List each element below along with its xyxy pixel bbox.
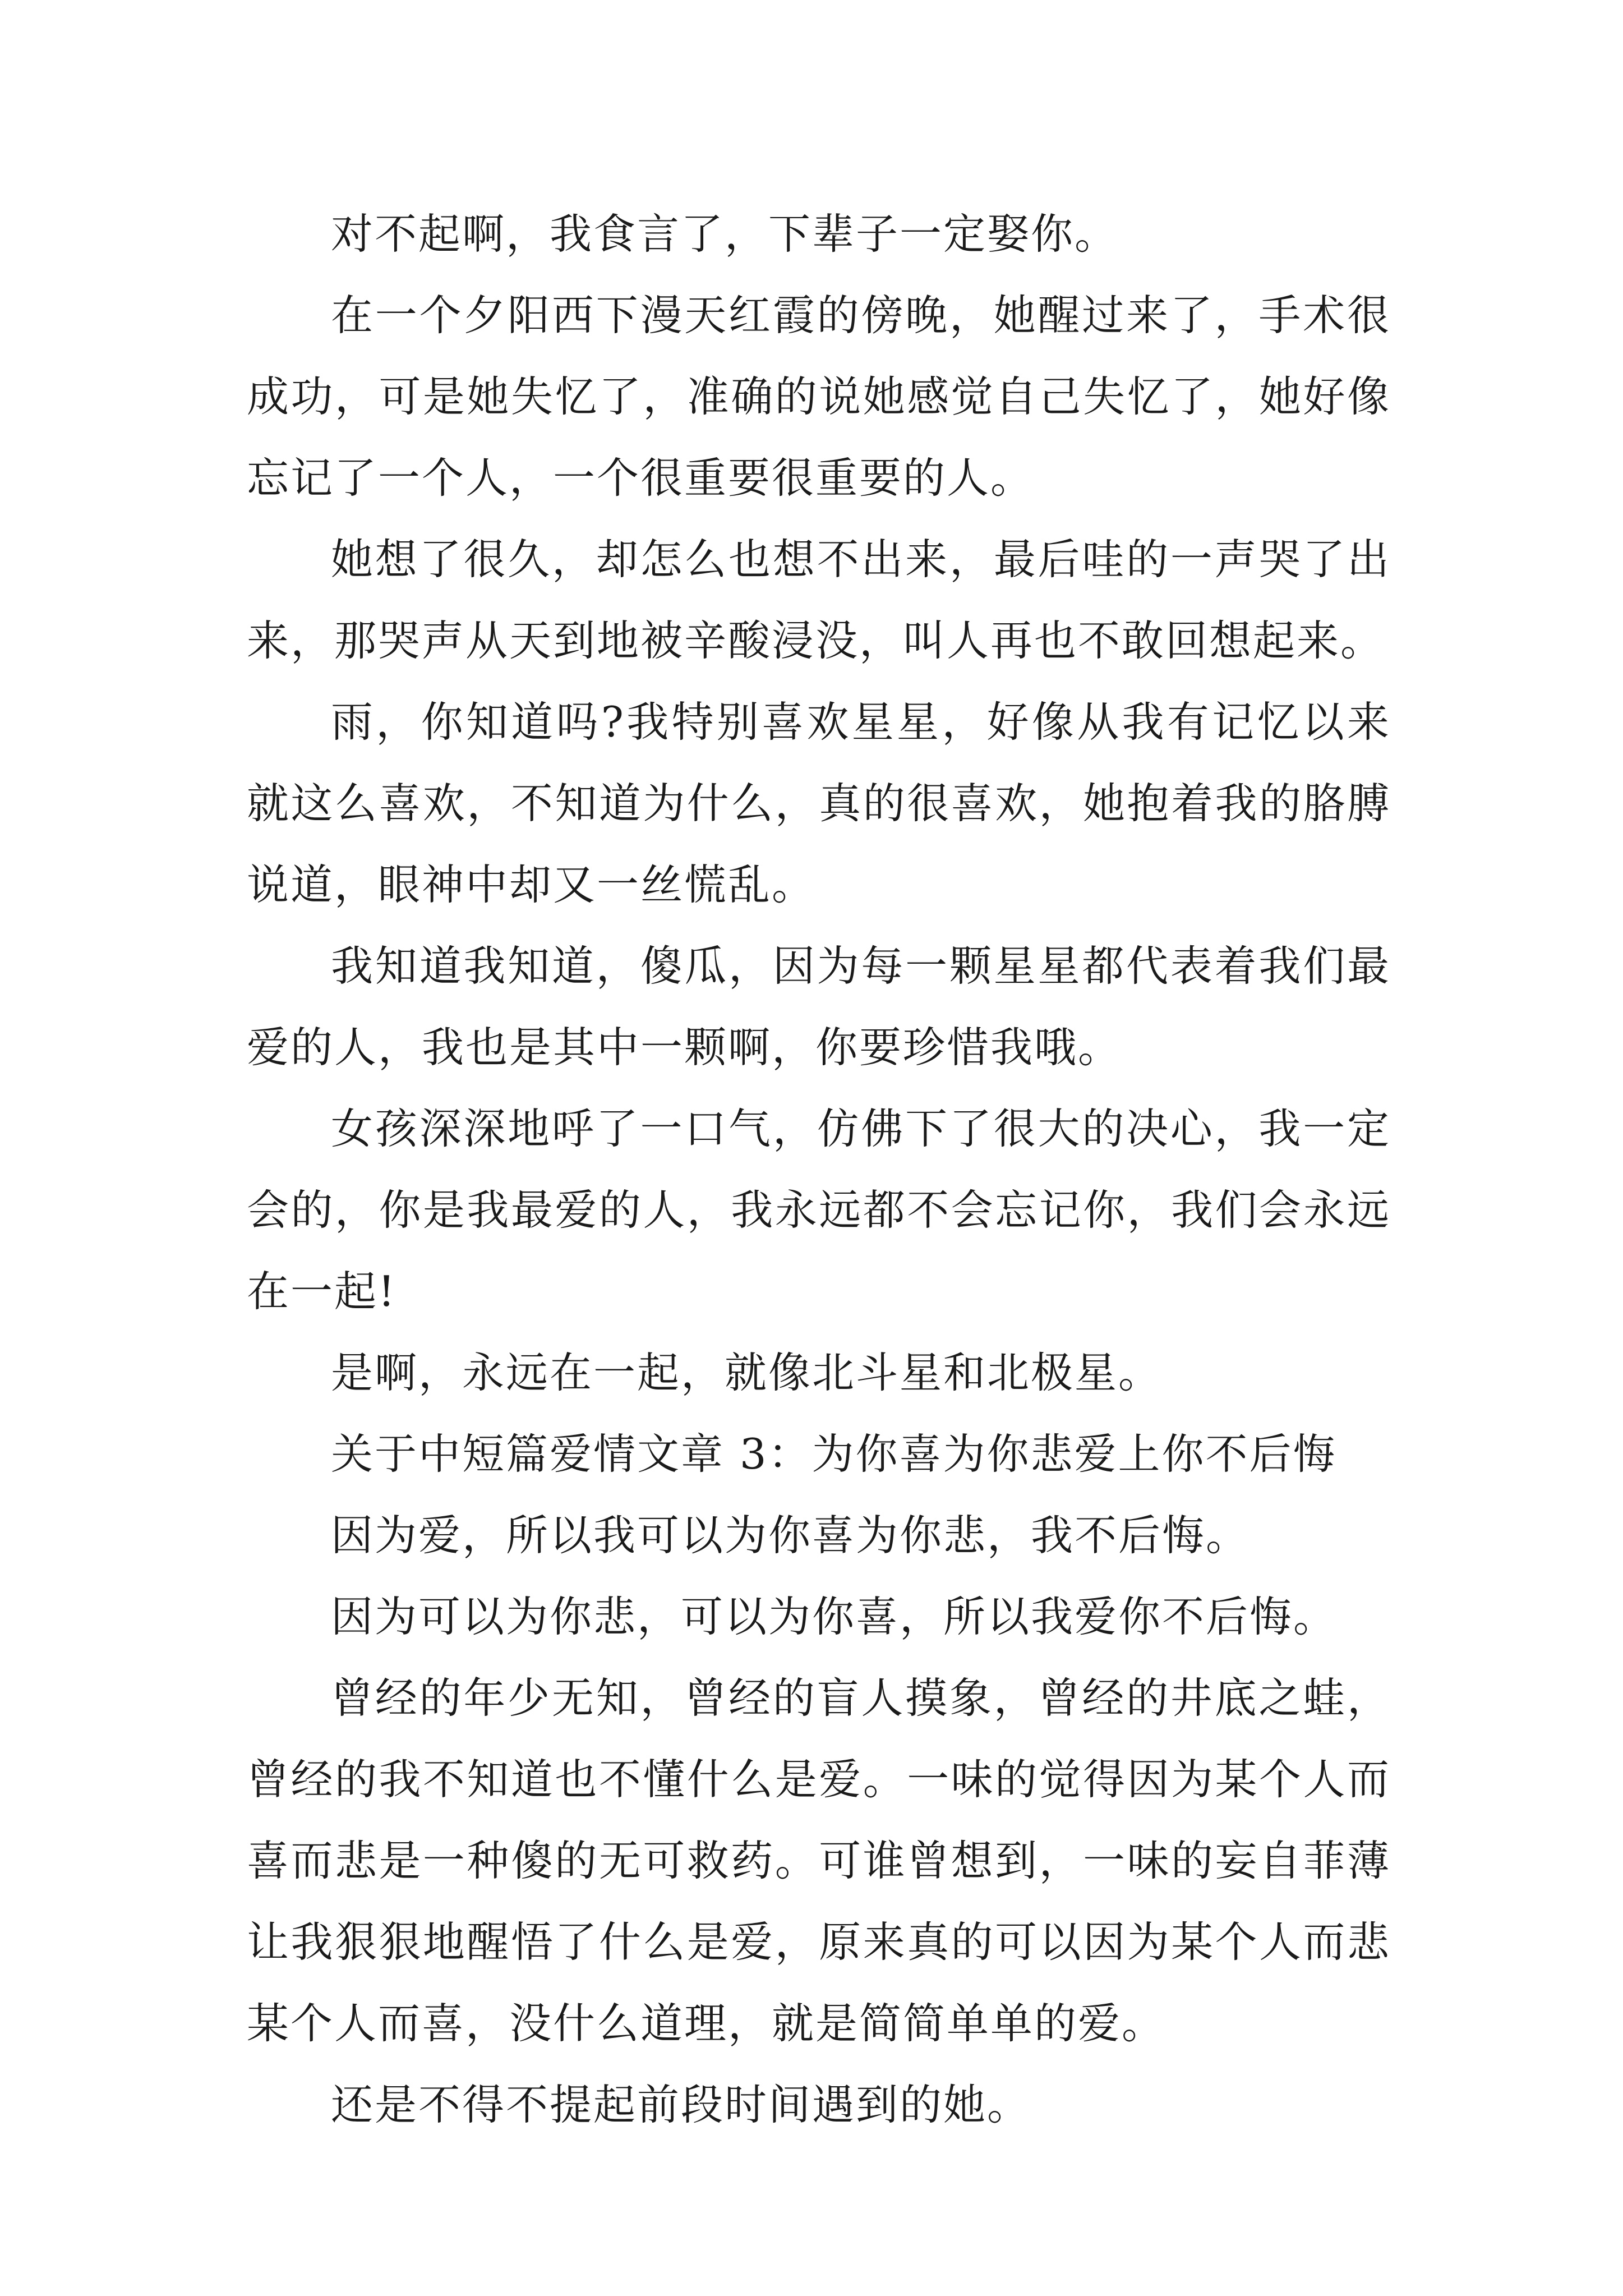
- paragraph-9: 因为爱，所以我可以为你喜为你悲，我不后悔。: [331, 1511, 1250, 1560]
- paragraph-5: 我知道我知道，傻瓜，因为每一颗星星都代表着我们最爱的人，我也是其中一颗啊，你要珍惜我哦。: [247, 941, 1391, 1072]
- paragraph-2: 在一个夕阳西下漫天红霞的傍晚，她醒过来了，手术很成功，可是她失忆了，准确的说她感觉自己失忆了，她好像忘记了一个人，一个很重要很重要的人。: [247, 291, 1391, 503]
- paragraph-6: 女孩深深地呼了一口气，仿佛下了很大的决心，我一定会的，你是我最爱的人，我永远都不会忘记你，我们会永远在一起!: [247, 1104, 1391, 1316]
- paragraph-7: 是啊，永远在一起，就像北斗星和北极星。: [331, 1348, 1163, 1397]
- section-heading: 关于中短篇爱情文章 3：为你喜为你悲爱上你不后悔: [331, 1429, 1337, 1479]
- paragraph-12: 还是不得不提起前段时间遇到的她。: [331, 2080, 1031, 2129]
- paragraph-4: 雨，你知道吗?我特别喜欢星星，好像从我有记忆以来就这么喜欢，不知道为什么，真的很喜欢，她抱着我的胳膊说道，眼神中却又一丝慌乱。: [247, 697, 1391, 909]
- paragraph-3: 她想了很久，却怎么也想不出来，最后哇的一声哭了出来，那哭声从天到地被辛酸浸没，叫人再也不敢回想起来。: [247, 535, 1391, 665]
- paragraph-11: 曾经的年少无知，曾经的盲人摸象，曾经的井底之蛙，曾经的我不知道也不懂什么是爱。一味的觉得因为某个人而喜而悲是一种傻的无可救药。可谁曾想到，一味的妄自菲薄让我狠狠地醒悟了什么是爱，原来真的可以因为某个人而悲某个人而喜，没什么道理，就是简简单单的爱。: [247, 1673, 1391, 2048]
- article-body: [247, 194, 1391, 2146]
- paragraph-1: 对不起啊，我食言了，下辈子一定娶你。: [331, 209, 1119, 259]
- paragraph-10: 因为可以为你悲，可以为你喜，所以我爱你不后悔。: [331, 1592, 1338, 1641]
